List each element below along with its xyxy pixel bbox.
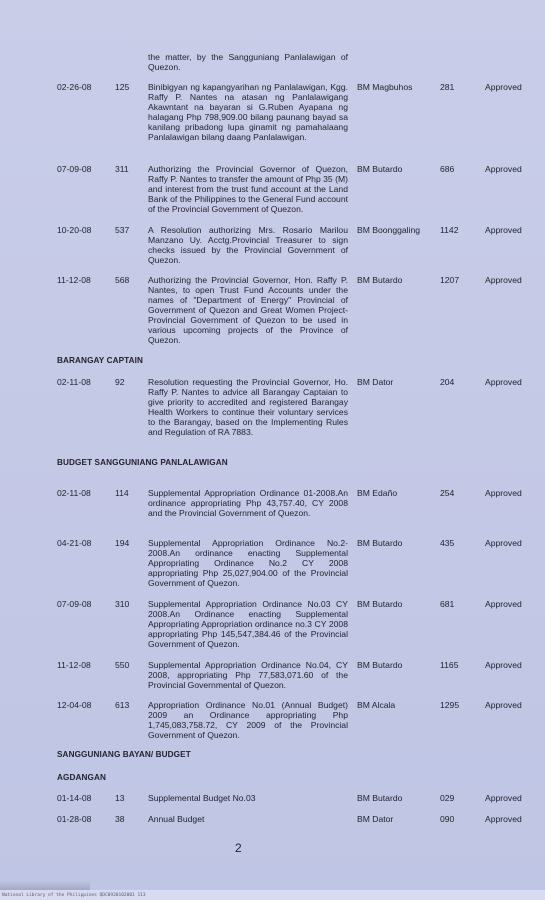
row-number: 550 — [115, 660, 130, 670]
row-author: BM Boonggaling — [357, 225, 421, 235]
row-author: BM Butardo — [357, 164, 403, 174]
row-status: Approved — [485, 700, 522, 710]
row-date: 11-12-08 — [57, 660, 91, 670]
row-description: A Resolution authorizing Mrs. Rosario Marilou Manzano Uy. Acctg.Provincial Treasurer to sign checks issued by the Provincial Government of Quezon. — [148, 225, 348, 265]
row-description: Supplemental Appropriation Ordinance No.03 CY 2008.An Ordinance enacting Supplemental Appropriating Appropriation ordinance no.3 CY 2008 appropriating Php 145,547,384.46 of the Provincial Government of Quezon. — [148, 599, 348, 649]
row-status: Approved — [485, 377, 522, 387]
row-description: Supplemental Appropriation Ordinance No.04, CY 2008, appropriating Php 77,583,071.60 of the Provincial Governmental of Quezon. — [148, 660, 348, 690]
row-reference: 681 — [440, 599, 455, 609]
row-status: Approved — [485, 599, 522, 609]
row-author: BM Butardo — [357, 660, 403, 670]
row-description: Resolution requesting the Provincial Governor, Ho. Raffy P. Nantes to advice all Barangay Captaian to give priority to accredited and registered Barangay Health Workers to continue their voluntary services to the Barangay, based on the Implementing Rules and Regulation of RA 7883. — [148, 377, 348, 437]
row-description: Appropriation Ordinance No.01 (Annual Budget) 2009 an Ordinance appropriating Php 1,745,083,758.72, CY 2009 of the Provincial Government of Quezon. — [148, 700, 348, 740]
row-reference: 029 — [440, 793, 455, 803]
row-date: 07-09-08 — [57, 164, 92, 174]
row-description: Supplemental Appropriation Ordinance No.2-2008.An ordinance enacting Supplemental Appropriating Ordinance No.2 CY 2008 appropriating Php 25,027,904.00 of the Provincial Government of Quezon. — [148, 538, 348, 588]
row-reference: 1165 — [440, 660, 459, 670]
row-number: 194 — [115, 538, 130, 548]
row-number: 92 — [115, 377, 125, 387]
row-status: Approved — [485, 275, 522, 285]
row-author: BM Butardo — [357, 275, 403, 285]
row-author: BM Dator — [357, 814, 394, 824]
row-number: 311 — [115, 164, 129, 174]
row-date: 07-09-08 — [57, 599, 92, 609]
section-heading-agdangan: AGDANGAN — [57, 773, 107, 782]
row-status: Approved — [485, 164, 522, 174]
row-date: 11-12-08 — [57, 275, 91, 285]
row-reference: 1207 — [440, 275, 460, 285]
row-author: BM Alcala — [357, 700, 396, 710]
row-status: Approved — [485, 225, 522, 235]
footer-watermark: National Library of the Philippines QDC0920102001 113 — [2, 893, 146, 898]
row-reference: 204 — [440, 377, 455, 387]
row-date: 01-28-08 — [57, 814, 92, 824]
row-description: Supplemental Appropriation Ordinance 01-2008.An ordinance appropriating Php 43,757.40, CY 2008 and the Provincial Government of Quezon. — [148, 488, 348, 518]
row-date: 12-04-08 — [57, 700, 92, 710]
row-number: 537 — [115, 225, 130, 235]
row-number: 310 — [115, 599, 130, 609]
row-reference: 1142 — [440, 225, 459, 235]
row-number: 125 — [115, 82, 130, 92]
row-reference: 281 — [440, 82, 455, 92]
page-number: 2 — [235, 841, 242, 855]
row-number: 613 — [115, 700, 130, 710]
row-reference: 686 — [440, 164, 455, 174]
section-heading-sangguniang-bayan: SANGGUNIANG BAYAN/ BUDGET — [57, 750, 191, 759]
row-date: 02-11-08 — [57, 488, 91, 498]
row-description: Authorizing the Provincial Governor of Quezon, Raffy P. Nantes to transfer the amount of Php 35 (M) and interest from the trust fund account at the Land Bank of the Philippines to the General Fund account of the Provincial Government of Quezon. — [148, 164, 348, 214]
row-date: 01-14-08 — [57, 793, 92, 803]
row-status: Approved — [485, 793, 522, 803]
row-number: 13 — [115, 793, 125, 803]
row-reference: 435 — [440, 538, 455, 548]
section-heading-budget: BUDGET SANGGUNIANG PANLALAWIGAN — [57, 458, 228, 467]
row-status: Approved — [485, 82, 522, 92]
row-reference: 090 — [440, 814, 455, 824]
row-author: BM Edaño — [357, 488, 398, 498]
row-date: 10-20-08 — [57, 225, 92, 235]
row-date: 04-21-08 — [57, 538, 92, 548]
row-status: Approved — [485, 814, 522, 824]
row-number: 114 — [115, 488, 129, 498]
row-reference: 1295 — [440, 700, 460, 710]
section-heading-barangay-captain: BARANGAY CAPTAIN — [57, 356, 144, 365]
row-number: 568 — [115, 275, 130, 285]
row-reference: 254 — [440, 488, 455, 498]
row-author: BM Butardo — [357, 538, 403, 548]
row-number: 38 — [115, 814, 125, 824]
row-status: Approved — [485, 660, 522, 670]
row-description: Binibigyan ng kapangyarihan ng Panlalawigan, Kgg. Raffy P. Nantes na atasan ng Panlalawigang Akawntant na bayaran si G.Ruben Ayapana ng halagang Php 798,909.00 bilang paunang bayad sa kanilang pribadong lupa ginamit ng pamahalaang Panlalawigan bilang daang Panlalawigan. — [148, 82, 348, 142]
row-description: the matter, by the Sangguniang Panlalawigan of Quezon. — [148, 52, 348, 72]
row-status: Approved — [485, 538, 522, 548]
row-date: 02-26-08 — [57, 82, 92, 92]
row-status: Approved — [485, 488, 522, 498]
row-description: Supplemental Budget No.03 — [148, 793, 256, 803]
row-description: Annual Budget — [148, 814, 205, 824]
row-author: BM Magbuhos — [357, 82, 413, 92]
row-author: BM Dator — [357, 377, 394, 387]
row-author: BM Butardo — [357, 793, 403, 803]
row-description: Authorizing the Provincial Governor, Hon. Raffy P. Nantes, to open Trust Fund Accounts under the names of "Department of Energy" Provincial of Government of Quezon and Great Women Project-Provincial Government of Quezon to be used in various upcoming projects of the Province of Quezon. — [148, 275, 348, 345]
row-author: BM Butardo — [357, 599, 403, 609]
row-date: 02-11-08 — [57, 377, 91, 387]
